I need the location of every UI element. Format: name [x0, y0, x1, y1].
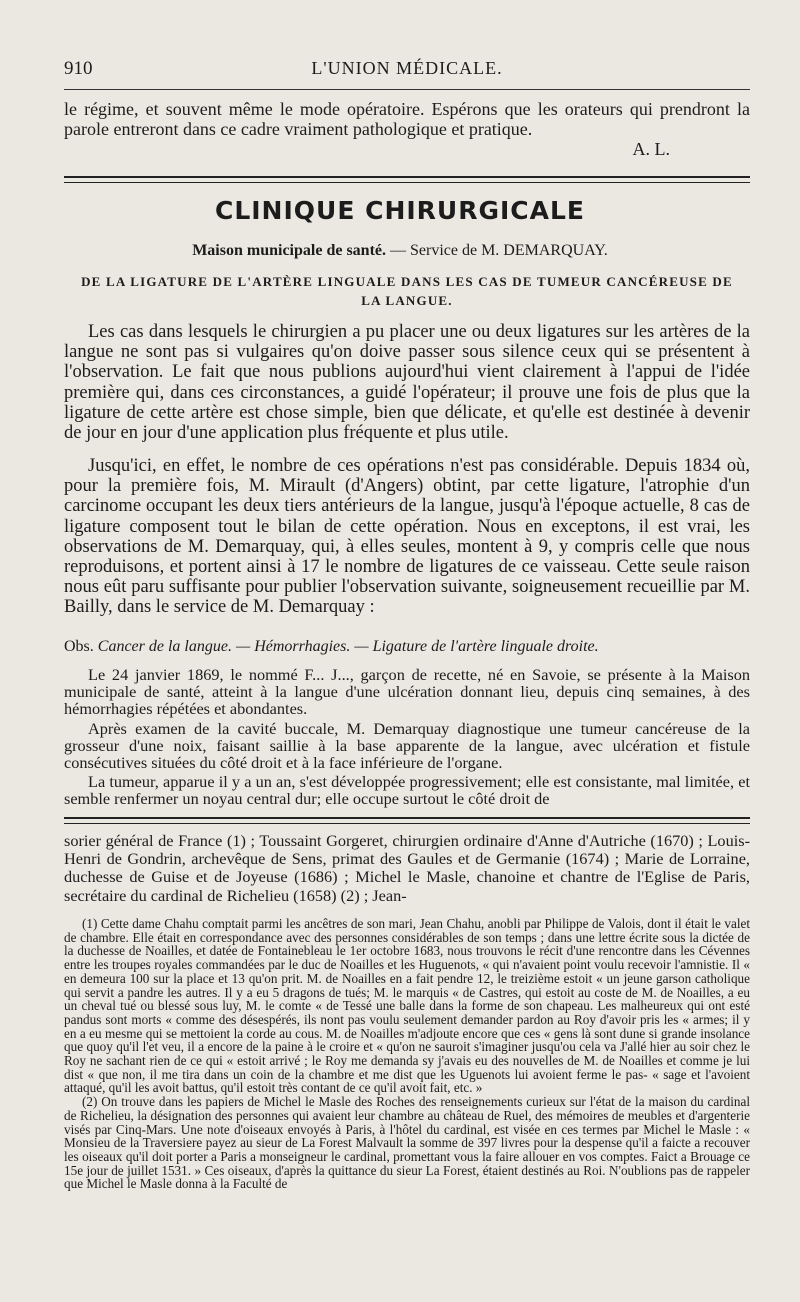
footnote-1: (1) Cette dame Chahu comptait parmi les ancêtres de son mari, Jean Chahu, anobli par Philippe de Valois, dont il était le valet de chambre. Elle était en correspondance avec des personnes considérables de son temps ; dans une lettre écrite sous la dictée de la duchesse de Noailles, et datée de Fontainebleau le 1er octobre 1683, nous trouvons le récit d'une rencontre dans les Cévennes entre les troupes royales commandées par le duc de Noailles et les Huguenots, « qui n'avaient point voulu recevoir l'amnistie. Il « en demeura 100 sur la place et 13 qu'on prit. M. de Noailles en a fait pendre 12, le treizième estoit « un jeune garson catholique qui servit a pandre les autres. Il y a eu 5 dragons de tués; M. le marquis « de Castres, qui estoit au coste de M. de Noailles, a eu un cheval tué ou blessé sous luy, M. le comte « de Tessé une balle dans la forme de son chapeau. Les malheureux qui ont esté pandus sont morts « comme des désespérés, ils nont pas voulu seulement demander pardon au Roy d'avoir pris les « armes; il y en a eu mesme qui se mettoient la corde au cous. M. de Noailles m'adjoute encore que ces « gens là sont dune si grande insolance que quoy qu'il l'et veu, il a encore de la paine à le croire et « qu'on ne sauroit s'imaginer jusqu'ou cela va J'allé hier au soir chez le Roy ne sachant rien de ce qui « estoit arrivé ; le Roy me demanda sy j'avais eu des nouvelles de M. de Noailles et comme je lui dist « que non, il me tira dans un coin de la chambre et me dist que les Uguenots lui avoient ferme le pas- « sage et l'avoient attaqué, qu'il les avoit battus, qu'il estoit très contant de ce qu'il avoit fait, etc. »: [64, 916, 750, 1096]
case-paragraph: Le 24 janvier 1869, le nommé F... J..., garçon de recette, né en Savoie, se présente à la Maison municipale de santé, atteint à la langue d'une ulcération donnant lieu, depuis cinq semaines, à des hémorrhagies répétées et abondantes.: [64, 665, 750, 719]
service-name: — Service de M. DEMARQUAY.: [386, 242, 608, 259]
article-title: DE LA LIGATURE DE L'ARTÈRE LINGUALE DANS LES CAS DE TUMEUR CANCÉREUSE DE LA LANGUE.: [81, 274, 733, 308]
feuilleton-divider: [64, 817, 750, 824]
page-number: 910: [64, 58, 93, 79]
observation-title: Cancer de la langue. — Hémorrhagies. — Ligature de l'artère linguale droite.: [97, 638, 599, 655]
service-line: [0, 242, 800, 260]
case-paragraph: Après examen de la cavité buccale, M. Demarquay diagnostique une tumeur cancéreuse de la grosseur d'une noix, faisant saillie à la base apparente de la langue, avec ulcération et fistule consécutives situées du côté droit et à la face inférieure de l'organe.: [64, 718, 750, 773]
observation-label: Obs.: [64, 638, 94, 655]
feuilleton-paragraph: sorier général de France (1) ; Toussaint Gorgeret, chirurgien ordinaire d'Anne d'Autriche (1670) ; Louis-Henri de Gondrin, archevêque de Sens, primat des Gaules et de Germanie (1674) ; Marie de Lorraine, duchesse de Guise et de Joyeuse (1686) ; Michel le Masle, chanoine et chantre de l'Eglise de Paris, secrétaire du cardinal de Richelieu (1658) (2) ; Jean-: [64, 831, 750, 905]
header-rule: [64, 89, 750, 90]
journal-title: L'UNION MÉDICALE.: [311, 58, 503, 78]
intro-paragraph: [64, 99, 750, 159]
service-institution: Maison municipale de santé.: [192, 242, 386, 259]
paragraph-text: Les cas dans lesquels le chirurgien a pu placer une ou deux ligatures sur les artères de la langue ne sont pas si vulgaires qu'on doive passer sous silence ceux qui se présentent à l'observation. Le fait que nous publions aujourd'hui vient clairement à l'appui de l'idée première qui, dans ces circonstances, a guidé l'opérateur; il prouve une fois de plus que la ligature de cette artère est chose simple, bien que délicate, et qu'elle est destinée à devenir de jour en jour d'une application plus fréquente et plus utile.: [64, 322, 750, 444]
case-paragraph: La tumeur, apparue il y a un an, s'est développée progressivement; elle est consistante, mal limitée, et semble renfermer un noyau central dur; elle occupe surtout le côté droit de: [64, 772, 750, 809]
body-paragraph-1: [64, 322, 750, 443]
section-divider: [64, 176, 750, 183]
footnote-2: (2) On trouve dans les papiers de Michel le Masle des Roches des renseignements curieux sur l'état de la maison du cardinal de Richelieu, la désignation des personnes qui avaient leur chambre au château de Ruel, des mémoires de meubles et d'argenterie visés par Cinq-Mars. Une note d'oiseaux envoyés à Paris, à l'hôtel du cardinal, est visée en ces termes par Michel le Masle : « Monsieu de la Traversiere payez au sieur de La Forest Malvault la somme de 397 livres pour la despense qu'il a faicte a recouver les oiseaux qu'il doit porter a Paris a monseigneur le cardinal, promettant vous la faire allouer en vos comptes. Faict a Brouage ce 15e jour de juillet 1531. » Ces oiseaux, d'après la quittance du sieur La Forest, étaient destinés au Roi. N'oublions pas de rappeler que Michel le Masle donna à la Faculté de: [64, 1094, 750, 1192]
author-signature: A. L.: [632, 139, 670, 159]
body-paragraph-2: [64, 456, 750, 618]
observation-heading: [64, 638, 750, 656]
intro-text: le régime, et souvent même le mode opératoire. Espérons que les orateurs qui prendront la parole entreront dans ce cadre vraiment pathologique et pratique.: [64, 99, 750, 139]
paragraph-text: Jusqu'ici, en effet, le nombre de ces opérations n'est pas considérable. Depuis 1834 où, pour la première fois, M. Mirault (d'Angers) obtint, par cette ligature, l'atrophie d'un carcinome occupant les deux tiers antérieurs de la langue, jusqu'à l'époque actuelle, 8 cas de ligature composent tout le bilan de cette opération. Nous en exceptons, il est vrai, les observations de M. Demarquay, qui, à elles seules, montent à 9, y compris celle que nous reproduisons, et portent ainsi à 17 le nombre de ligatures de ce vaisseau. Cette seule raison nous eût paru suffisante pour publier l'observation suivante, soigneusement recueillie par M. Bailly, dans le service de M. Demarquay :: [64, 456, 750, 618]
case-report: [64, 666, 750, 810]
feuilleton-text: [64, 832, 750, 905]
footnotes: [64, 917, 750, 1191]
running-head: [64, 58, 750, 84]
section-title: CLINIQUE CHIRURGICALE: [214, 196, 586, 225]
